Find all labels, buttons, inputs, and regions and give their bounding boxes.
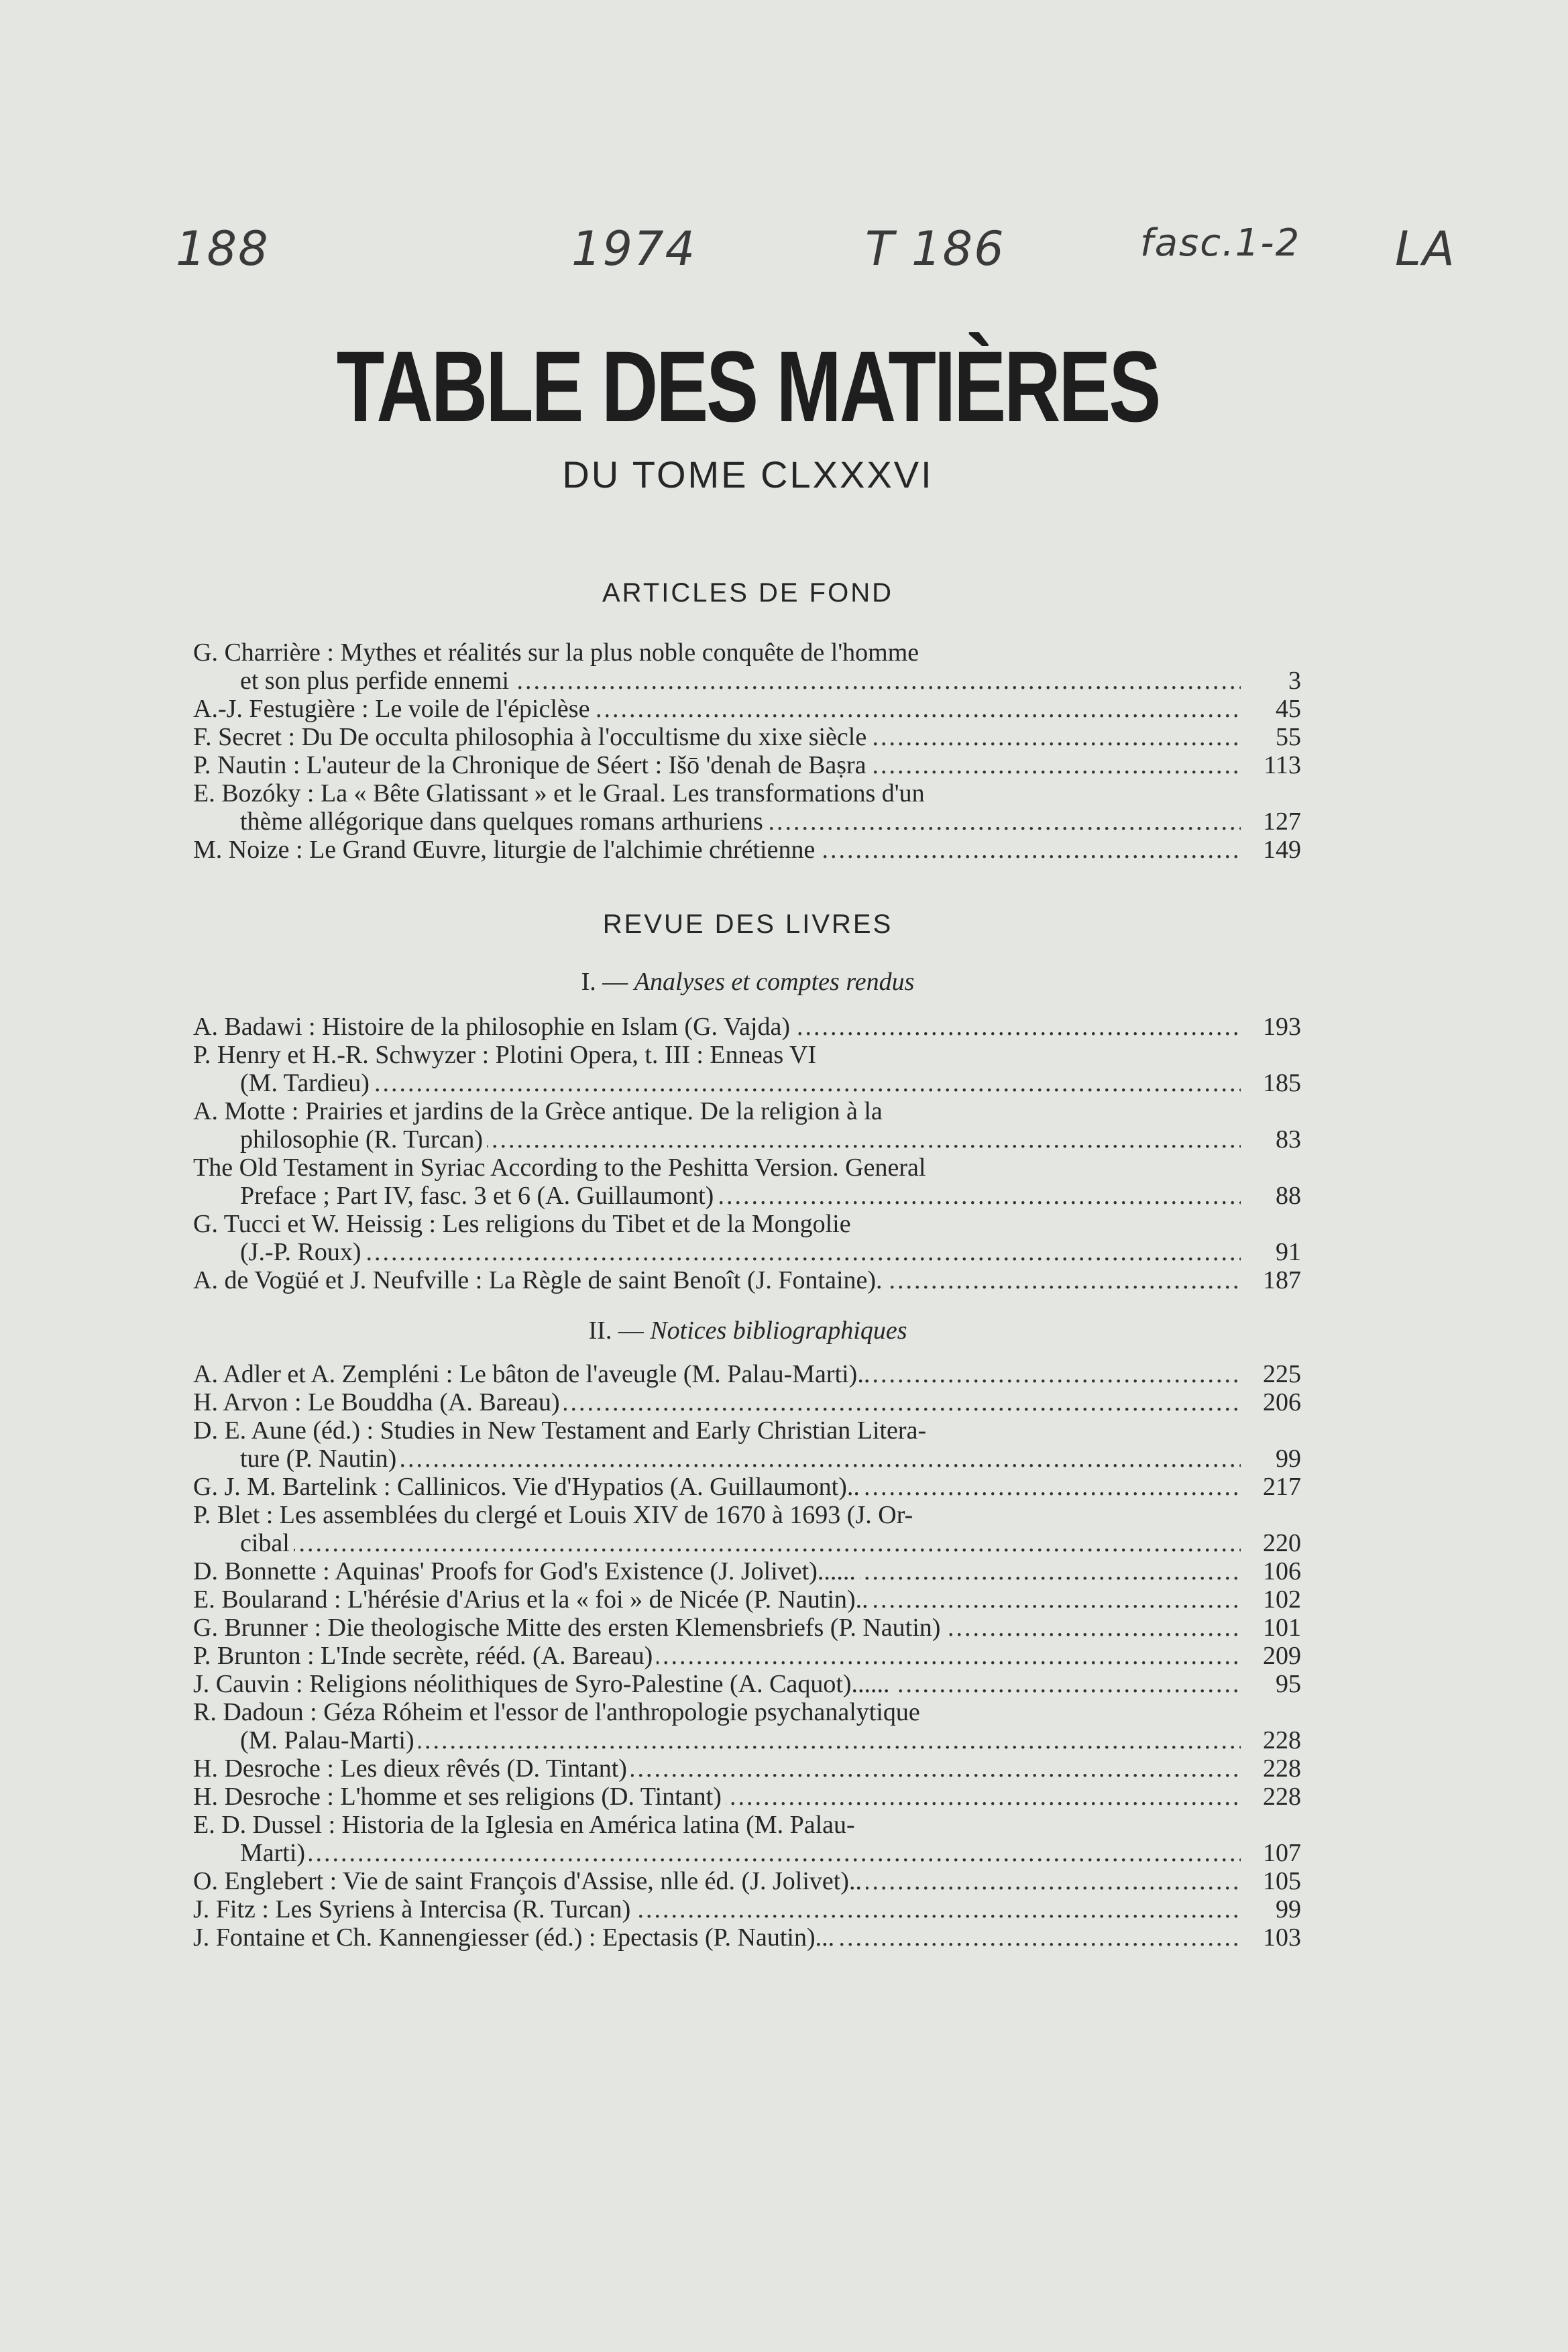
toc-entry-line: [193, 1238, 1301, 1266]
toc-entry-container: [193, 1585, 1241, 1614]
toc-entry-text: A. Badawi : Histoire de la philosophie en Islam (G. Vajda): [193, 1013, 794, 1041]
subsection-analyses-title: Analyses et comptes rendus: [634, 968, 915, 996]
toc-entry-text: F. Secret : Du De occulta philosophia à l'occultisme du xixe siècle: [193, 723, 871, 751]
toc-entry-line: [193, 1473, 1301, 1501]
subsection-analyses-heading: [0, 967, 1496, 997]
toc-entry-container: [193, 1388, 1241, 1416]
toc-entry-continuation: [240, 667, 1241, 695]
toc-page-number: 91: [1276, 1238, 1301, 1266]
toc-entry-text: A. de Vogüé et J. Neufville : La Règle de saint Benoît (J. Fontaine).: [193, 1266, 887, 1294]
analyses-list: [193, 1013, 1301, 1294]
toc-entry-text: ture (P. Nautin): [240, 1445, 400, 1473]
toc-entry-line: [193, 1614, 1301, 1642]
toc-entry-continuation: [240, 1839, 1241, 1867]
toc-page-number: 95: [1276, 1670, 1301, 1698]
toc-entry-continuation: [240, 1445, 1241, 1473]
toc-entry-text: G. Brunner : Die theologische Mitte des ersten Klemensbriefs (P. Nautin): [193, 1614, 944, 1642]
toc-page-number: 149: [1263, 836, 1301, 864]
toc-entry-text: (M. Palau-Marti): [240, 1726, 418, 1754]
toc-entry-line: [193, 1097, 1301, 1125]
toc-entry-container: [193, 695, 1241, 723]
toc-entry-text: Preface ; Part IV, fasc. 3 et 6 (A. Guillaumont): [240, 1182, 718, 1210]
toc-entry-line: [193, 1069, 1301, 1097]
toc-page-number: 101: [1263, 1614, 1301, 1642]
toc-page-number: 187: [1263, 1266, 1301, 1294]
toc-entry-line: [193, 1585, 1301, 1614]
toc-entry-container: [193, 1754, 1241, 1783]
toc-entry-line: [193, 1154, 1301, 1182]
toc-entry-line: [193, 667, 1301, 695]
toc-entry-line: [193, 1726, 1301, 1754]
toc-entry-line: [193, 723, 1301, 751]
toc-entry-container: [193, 1473, 1241, 1501]
toc-entry-text: (M. Tardieu): [240, 1069, 374, 1097]
toc-entry-text: O. Englebert : Vie de saint François d'Assise, nlle éd. (J. Jolivet)..: [193, 1867, 866, 1895]
toc-entry-text: M. Noize : Le Grand Œuvre, liturgie de l'alchimie chrétienne: [193, 836, 819, 864]
toc-entry-text: J. Cauvin : Religions néolithiques de Syro-Palestine (A. Caquot)......: [193, 1670, 894, 1698]
toc-entry-text: E. Boularand : L'hérésie d'Arius et la « foi » de Nicée (P. Nautin)..: [193, 1585, 873, 1614]
toc-page-number: 3: [1288, 667, 1301, 695]
toc-entry-container: [193, 1266, 1241, 1294]
toc-page-number: 102: [1263, 1585, 1301, 1614]
toc-entry-text: A. Adler et A. Zempléni : Le bâton de l'aveugle (M. Palau-Marti)..: [193, 1360, 874, 1388]
toc-entry-container: [193, 1867, 1241, 1895]
toc-entry-container: [193, 1783, 1241, 1811]
toc-entry-text: thème allégorique dans quelques romans arthuriens: [240, 807, 767, 836]
toc-entry-line: [193, 1501, 1301, 1529]
toc-entry-text: P. Brunton : L'Inde secrète, rééd. (A. Bareau): [193, 1642, 657, 1670]
page-subtitle: DU TOME CLXXXVI: [562, 453, 934, 496]
toc-entry-text: cibal: [240, 1529, 294, 1557]
toc-entry-line: [193, 1923, 1301, 1952]
articles-list: [193, 638, 1301, 864]
toc-entry-container: [193, 1895, 1241, 1923]
handwritten-tome: T 186: [865, 221, 1005, 276]
toc-entry-line: [193, 1783, 1301, 1811]
toc-entry-text: J. Fontaine et Ch. Kannengiesser (éd.) : Epectasis (P. Nautin)...: [193, 1923, 838, 1952]
toc-entry-line: [193, 1182, 1301, 1210]
toc-entry-line: [193, 1670, 1301, 1698]
toc-entry-text: et son plus perfide ennemi: [240, 667, 513, 695]
toc-entry-line: [193, 1041, 1301, 1069]
section-articles-heading: ARTICLES DE FOND: [602, 578, 893, 608]
toc-entry-container: [193, 751, 1241, 779]
toc-entry-container: [193, 723, 1241, 751]
toc-page-number: 113: [1264, 751, 1301, 779]
toc-entry-text: Marti): [240, 1839, 309, 1867]
toc-page-number: 55: [1276, 723, 1301, 751]
toc-entry-continuation: [240, 1069, 1241, 1097]
toc-entry-container: [193, 1013, 1241, 1041]
toc-entry-text: P. Blet : Les assemblées du clergé et Louis XIV de 1670 à 1693 (J. Or-: [193, 1501, 913, 1529]
toc-entry-continuation: [240, 1238, 1241, 1266]
toc-entry-line: [193, 1642, 1301, 1670]
subsection-analyses-number: I. —: [581, 968, 628, 996]
toc-entry-continuation: [240, 1182, 1241, 1210]
toc-page-number: 106: [1263, 1557, 1301, 1585]
subsection-notices-heading: [0, 1316, 1496, 1345]
toc-entry-line: [193, 1445, 1301, 1473]
toc-entry-line: [193, 1529, 1301, 1557]
toc-entry-line: [193, 1895, 1301, 1923]
toc-entry-text: A.-J. Festugière : Le voile de l'épiclèse: [193, 695, 594, 723]
toc-entry-text: P. Nautin : L'auteur de la Chronique de Séert : Išō 'denah de Baṣra: [193, 751, 871, 779]
toc-page-number: 228: [1263, 1726, 1301, 1754]
toc-page-number: 103: [1263, 1923, 1301, 1952]
toc-entry-continuation: [240, 1726, 1241, 1754]
toc-page-number: 88: [1276, 1182, 1301, 1210]
toc-entry-text: P. Henry et H.-R. Schwyzer : Plotini Opera, t. III : Enneas VI: [193, 1041, 817, 1069]
toc-entry-line: [193, 1867, 1301, 1895]
toc-entry-line: [193, 1811, 1301, 1839]
toc-entry-text: (J.-P. Roux): [240, 1238, 366, 1266]
toc-page-number: 228: [1263, 1783, 1301, 1811]
toc-page-number: 193: [1263, 1013, 1301, 1041]
toc-entry-text: H. Desroche : Les dieux rêvés (D. Tintant): [193, 1754, 631, 1783]
toc-entry-line: [193, 1360, 1301, 1388]
toc-entry-continuation: [240, 1125, 1241, 1154]
toc-entry-text: philosophie (R. Turcan): [240, 1125, 487, 1154]
toc-page-number: 225: [1263, 1360, 1301, 1388]
toc-entry-text: The Old Testament in Syriac According to the Peshitta Version. General: [193, 1154, 926, 1182]
toc-entry-container: [193, 1557, 1241, 1585]
page-title: TABLE DES MATIÈRES: [336, 330, 1160, 443]
toc-entry-line: [193, 751, 1301, 779]
toc-page-number: 217: [1263, 1473, 1301, 1501]
toc-entry-continuation: [240, 807, 1241, 836]
subsection-notices-title: Notices bibliographiques: [650, 1317, 907, 1345]
subsection-notices-number: II. —: [588, 1317, 644, 1345]
toc-entry-text: G. Charrière : Mythes et réalités sur la plus noble conquête de l'homme: [193, 638, 919, 667]
toc-entry-container: [193, 836, 1241, 864]
toc-entry-text: E. D. Dussel : Historia de la Iglesia en América latina (M. Palau-: [193, 1811, 855, 1839]
handwritten-initials: LA: [1395, 221, 1456, 276]
toc-entry-line: [193, 1557, 1301, 1585]
toc-entry-line: [193, 638, 1301, 667]
toc-entry-text: D. E. Aune (éd.) : Studies in New Testament and Early Christian Litera-: [193, 1416, 927, 1445]
toc-page-number: 228: [1263, 1754, 1301, 1783]
toc-entry-text: J. Fitz : Les Syriens à Intercisa (R. Turcan): [193, 1895, 634, 1923]
toc-entry-container: [193, 1670, 1241, 1698]
toc-entry-line: [193, 1013, 1301, 1041]
toc-entry-text: H. Desroche : L'homme et ses religions (D. Tintant): [193, 1783, 726, 1811]
toc-entry-line: [193, 1754, 1301, 1783]
toc-entry-line: [193, 836, 1301, 864]
toc-entry-line: [193, 1839, 1301, 1867]
toc-entry-container: [193, 1923, 1241, 1952]
toc-page-number: 220: [1263, 1529, 1301, 1557]
toc-page-number: 127: [1263, 807, 1301, 836]
toc-page-number: 105: [1263, 1867, 1301, 1895]
toc-entry-line: [193, 779, 1301, 807]
toc-entry-line: [193, 1266, 1301, 1294]
toc-entry-continuation: [240, 1529, 1241, 1557]
toc-entry-text: R. Dadoun : Géza Róheim et l'essor de l'anthropologie psychanalytique: [193, 1698, 920, 1726]
handwritten-fasc: fasc.1-2: [1140, 221, 1301, 265]
toc-page-number: 99: [1276, 1445, 1301, 1473]
toc-entry-container: [193, 1360, 1241, 1388]
toc-page-number: 45: [1276, 695, 1301, 723]
toc-entry-line: [193, 1125, 1301, 1154]
toc-entry-container: [193, 1614, 1241, 1642]
toc-page-number: 206: [1263, 1388, 1301, 1416]
notices-list: [193, 1360, 1301, 1952]
section-revue-heading: REVUE DES LIVRES: [602, 909, 893, 939]
toc-entry-line: [193, 695, 1301, 723]
toc-entry-line: [193, 1698, 1301, 1726]
toc-page-number: 99: [1276, 1895, 1301, 1923]
handwritten-number-1: 188: [176, 221, 270, 276]
handwritten-year: 1974: [571, 221, 697, 276]
toc-entry-text: G. J. M. Bartelink : Callinicos. Vie d'Hypatios (A. Guillaumont)..: [193, 1473, 864, 1501]
toc-entry-text: H. Arvon : Le Bouddha (A. Bareau): [193, 1388, 564, 1416]
toc-entry-line: [193, 1416, 1301, 1445]
toc-page-number: 107: [1263, 1839, 1301, 1867]
toc-entry-line: [193, 807, 1301, 836]
toc-entry-text: E. Bozóky : La « Bête Glatissant » et le Graal. Les transformations d'un: [193, 779, 925, 807]
toc-entry-text: G. Tucci et W. Heissig : Les religions du Tibet et de la Mongolie: [193, 1210, 851, 1238]
toc-entry-line: [193, 1210, 1301, 1238]
toc-page-number: 185: [1263, 1069, 1301, 1097]
toc-entry-line: [193, 1388, 1301, 1416]
toc-entry-container: [193, 1642, 1241, 1670]
toc-entry-text: A. Motte : Prairies et jardins de la Grèce antique. De la religion à la: [193, 1097, 883, 1125]
toc-page-number: 209: [1263, 1642, 1301, 1670]
toc-entry-text: D. Bonnette : Aquinas' Proofs for God's Existence (J. Jolivet)......: [193, 1557, 860, 1585]
toc-page-number: 83: [1276, 1125, 1301, 1154]
